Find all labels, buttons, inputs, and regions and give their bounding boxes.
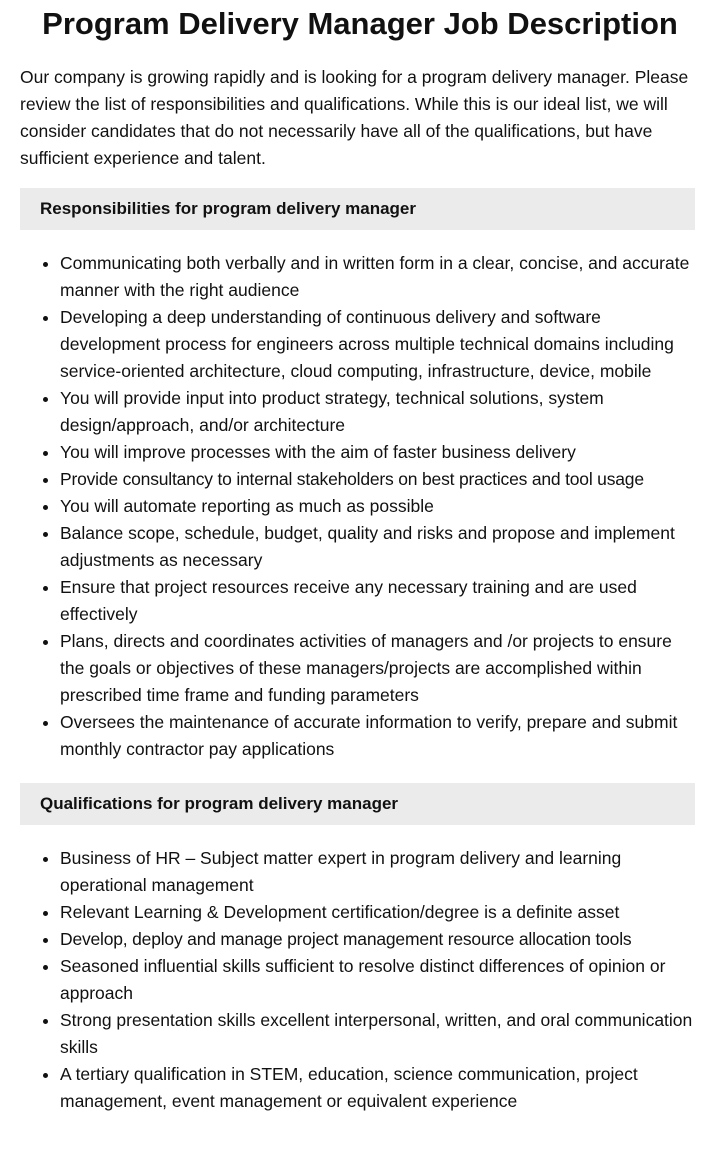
- qualifications-list: [20, 845, 700, 1115]
- list-item: • Balance scope, schedule, budget, quality and risks and propose and implement adjustments as necessary: [60, 520, 700, 574]
- list-item: • Oversees the maintenance of accurate information to verify, prepare and submit monthly contractor pay applications: [60, 709, 700, 763]
- list-item: • Provide consultancy to internal stakeholders on best practices and tool usage: [60, 466, 700, 493]
- list-item: • Business of HR – Subject matter expert in program delivery and learning operational management: [60, 845, 700, 899]
- list-item: • Develop, deploy and manage project management resource allocation tools: [60, 926, 700, 953]
- list-item: • A tertiary qualification in STEM, education, science communication, project management, event management or equivalent experience: [60, 1061, 700, 1115]
- list-item: • You will automate reporting as much as possible: [60, 493, 700, 520]
- intro-text: Our company is growing rapidly and is looking for a program delivery manager. Please review the list of responsibilities and qualifications. While this is our ideal list, we will consider candidates that do not necessarily have all of the qualifications, but have sufficient experience and talent.: [20, 67, 689, 168]
- list-item: • You will provide input into product strategy, technical solutions, system design/approach, and/or architecture: [60, 385, 700, 439]
- responsibilities-heading: Responsibilities for program delivery manager: [20, 188, 695, 230]
- list-item: • Relevant Learning & Development certification/degree is a definite asset: [60, 899, 700, 926]
- page-title: Program Delivery Manager Job Description: [42, 6, 678, 41]
- list-item: • Ensure that project resources receive any necessary training and are used effectively: [60, 574, 700, 628]
- list-item: • Communicating both verbally and in written form in a clear, concise, and accurate manner with the right audience: [60, 250, 700, 304]
- responsibilities-list: [20, 250, 700, 763]
- list-item: • Strong presentation skills excellent interpersonal, written, and oral communication skills: [60, 1007, 700, 1061]
- list-item: • Seasoned influential skills sufficient to resolve distinct differences of opinion or approach: [60, 953, 700, 1007]
- list-item: • Plans, directs and coordinates activities of managers and /or projects to ensure the goals or objectives of these managers/projects are accomplished within prescribed time frame and funding parameters: [60, 628, 700, 709]
- qualifications-heading: Qualifications for program delivery manager: [20, 783, 695, 825]
- list-item: • You will improve processes with the aim of faster business delivery: [60, 439, 700, 466]
- list-item: • Developing a deep understanding of continuous delivery and software development process for engineers across multiple technical domains including service-oriented architecture, cloud computing, infrastructure, device, mobile: [60, 304, 700, 385]
